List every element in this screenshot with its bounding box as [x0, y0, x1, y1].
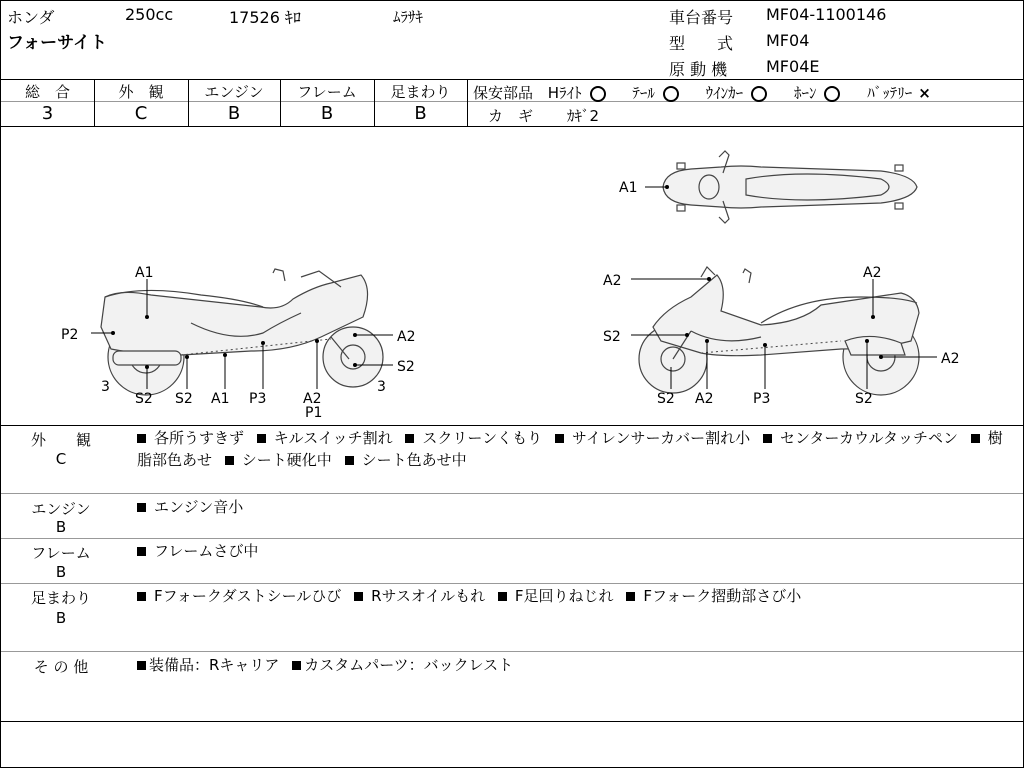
- diagram-label: A1: [619, 180, 638, 196]
- section-exterior-text: [137, 427, 1017, 471]
- model-name: フォーサイト: [7, 33, 107, 53]
- divider: [1, 583, 1023, 584]
- frame-no: MF04-1100146: [766, 5, 887, 24]
- note-item: スクリーンくもり: [422, 429, 543, 447]
- scooter-left-side-icon: [101, 269, 383, 395]
- bullet-icon: [345, 456, 354, 465]
- section-engine-text: [137, 496, 1017, 518]
- diagram-label: S2: [175, 391, 193, 407]
- scooter-top-view-icon: [663, 151, 917, 223]
- key-label: カ ギ: [488, 107, 534, 125]
- color: ﾑﾗｻｷ: [393, 8, 424, 26]
- diagram-label: P3: [753, 391, 771, 407]
- bullet-icon: [763, 434, 772, 443]
- diagram-label: A1: [211, 391, 230, 407]
- note-item: キルスイッチ割れ: [273, 429, 393, 447]
- safety-winker-label: ｳｲﾝｶｰ: [705, 84, 744, 102]
- note-item: エンジン音小: [154, 498, 244, 516]
- divider: [1, 651, 1023, 652]
- type-label: 型 式: [669, 34, 734, 53]
- bullet-icon: [626, 592, 635, 601]
- type-value: MF04: [766, 31, 810, 50]
- bullet-icon: [405, 434, 414, 443]
- section-suspension-name: 足まわり: [30, 589, 91, 607]
- maker: ホンダ: [7, 8, 55, 27]
- grade-label-total: 総 合: [24, 83, 70, 101]
- section-engine-name: エンジン: [31, 500, 91, 518]
- safety-tail-label: ﾃｰﾙ: [632, 84, 655, 102]
- grade-label-frame: フレーム: [297, 83, 357, 101]
- section-suspension-text: [137, 585, 1017, 607]
- diagram-label: S2: [657, 391, 675, 407]
- note-item: 各所うすきず: [154, 429, 245, 447]
- diagram-label: A2: [603, 273, 622, 289]
- section-frame-text: [137, 540, 1017, 562]
- diagram-label: A1: [135, 265, 154, 281]
- ok-circle-icon: [824, 86, 840, 102]
- section-engine-grade: B: [55, 518, 67, 536]
- bullet-icon: [498, 592, 507, 601]
- diagram-label: A2: [863, 265, 882, 281]
- bullet-icon: [555, 434, 564, 443]
- note-item: センターカウルタッチペン: [779, 429, 958, 447]
- diagram-label: S2: [135, 391, 153, 407]
- section-exterior-name: 外 観: [30, 431, 91, 449]
- note-item: F足回りねじれ: [514, 587, 614, 605]
- grade-label-suspension: 足まわり: [390, 83, 451, 101]
- safety-battery-label: ﾊﾞｯﾃﾘｰ: [867, 84, 913, 102]
- note-item: カスタムパーツ：バックレスト: [304, 656, 514, 674]
- bullet-icon: [225, 456, 234, 465]
- ok-circle-icon: [663, 86, 679, 102]
- diagram-label: P1: [305, 405, 323, 421]
- note-item: 樹脂部色あせ: [137, 429, 1003, 469]
- bullet-icon: [354, 592, 363, 601]
- section-frame-name: フレーム: [31, 544, 91, 562]
- note-item: Rサスオイルもれ: [371, 587, 486, 605]
- bullet-icon: [292, 661, 301, 670]
- section-other-name: そ の 他: [33, 658, 89, 676]
- divider: [1, 79, 1023, 80]
- damage-diagram: [1, 127, 1023, 425]
- ok-circle-icon: [590, 86, 606, 102]
- grade-label-engine: エンジン: [204, 83, 264, 101]
- diagram-label: A2: [397, 329, 416, 345]
- diagram-label: P2: [61, 327, 79, 343]
- section-exterior-grade: C: [55, 450, 67, 468]
- diagram-label: A2: [695, 391, 714, 407]
- section-other-text: [137, 654, 1017, 676]
- safety-horn-label: ﾎｰﾝ: [793, 84, 817, 102]
- bullet-icon: [137, 661, 146, 670]
- bullet-icon: [137, 592, 146, 601]
- scooter-right-side-icon: [639, 267, 919, 395]
- divider: [467, 79, 468, 126]
- divider: [1, 721, 1023, 722]
- section-suspension-grade: B: [55, 609, 67, 627]
- diagram-label: S2: [855, 391, 873, 407]
- grade-total: 3: [41, 103, 54, 124]
- safety-headlight-label: Hﾗｲﾄ: [547, 84, 582, 102]
- safety-title: 保安部品: [473, 84, 534, 102]
- displacement: 250cc: [125, 5, 174, 24]
- grade-frame: B: [320, 103, 334, 124]
- note-item: Fフォークダストシールひび: [154, 587, 342, 605]
- grade-exterior: C: [134, 103, 148, 124]
- grade-label-exterior: 外 観: [118, 83, 164, 101]
- diagram-label: 3: [377, 379, 386, 395]
- engine-label: 原 動 機: [669, 60, 728, 79]
- key-value: ｶｷﾞ2: [567, 107, 600, 125]
- diagram-label: A2: [303, 391, 322, 407]
- note-item: Fフォーク摺動部さび小: [643, 587, 802, 605]
- divider: [1, 493, 1023, 494]
- note-item: シート色あせ中: [361, 451, 467, 469]
- diagram-label: S2: [397, 359, 415, 375]
- diagram-label: 3: [101, 379, 110, 395]
- grade-engine: B: [227, 103, 241, 124]
- divider: [1, 425, 1023, 426]
- frame-no-label: 車台番号: [669, 8, 734, 27]
- note-item: シート硬化中: [241, 451, 332, 469]
- mileage: 17526 ｷﾛ: [229, 8, 301, 27]
- bullet-icon: [137, 503, 146, 512]
- ng-x-icon: ×: [918, 84, 931, 102]
- diagram-label: A2: [941, 351, 960, 367]
- engine-value: MF04E: [766, 57, 820, 76]
- section-frame-grade: B: [55, 563, 67, 581]
- bullet-icon: [971, 434, 980, 443]
- safety-parts-row: [473, 82, 931, 103]
- bullet-icon: [257, 434, 266, 443]
- bullet-icon: [137, 434, 146, 443]
- note-item: 装備品：Rキャリア: [149, 656, 280, 674]
- grade-suspension: B: [414, 103, 427, 124]
- bullet-icon: [137, 547, 146, 556]
- diagram-label: S2: [603, 329, 621, 345]
- note-item: サイレンサーカバー割れ小: [571, 429, 751, 447]
- note-item: フレームさび中: [154, 542, 259, 560]
- ok-circle-icon: [751, 86, 767, 102]
- diagram-label: P3: [249, 391, 267, 407]
- divider: [1, 538, 1023, 539]
